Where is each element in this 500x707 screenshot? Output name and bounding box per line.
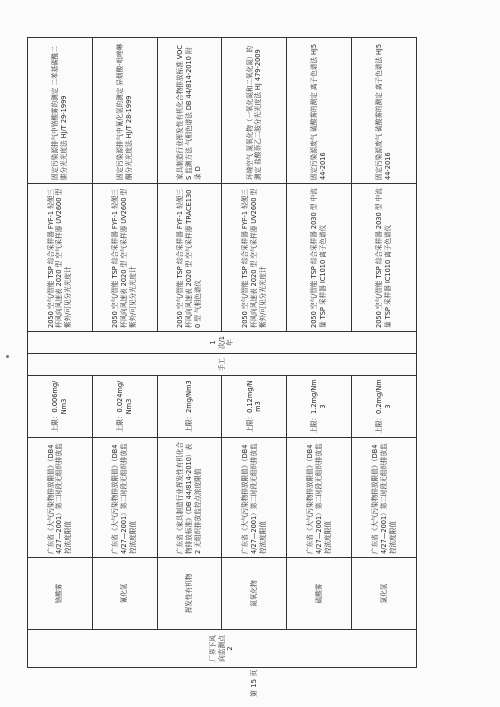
analysis-cell: 固定污染源废气 硫酸雾的测定 离子色谱法 HJ544-2016 — [287, 38, 352, 184]
limit-cell: 上限：0.006mg/Nm3 — [28, 376, 93, 438]
method-cell: 2050 空气/智能 TSP 综合采样器 FYF-1 轻便三杯风向风速表 2020 型 空气采样器 UV2600 型 紫外/可见分光光度计 — [92, 184, 157, 332]
pollutant-cell: 挥发性有机物 — [157, 558, 222, 630]
standard-cell: 广东省《大气污染物排放限值》（DB44/27—2001）第二时段无组织排放监控浓度限值 — [92, 438, 157, 558]
limit-cell: 上限：2mg/Nm3 — [157, 376, 222, 438]
standard-cell: 广东省《大气污染物排放限值》（DB44/27—2001）第二时段无组织排放监控浓度限值 — [222, 438, 287, 558]
method-cell: 2050 空气/智能 TSP 综合采样器 2030 型 中流量 TSP 采样器 IC1010 离子色谱仪 — [287, 184, 352, 332]
limit-cell: 上限：0.024mg/Nm3 — [92, 376, 157, 438]
pollutant-cell: 铬酸雾 — [28, 558, 93, 630]
pollutant-cell: 氮氧化物 — [222, 558, 287, 630]
page-number: 第 15 页 — [250, 669, 258, 697]
monitoring-table — [27, 37, 417, 668]
standard-cell: 广东省《家具制造行业挥发性有机化合物排放标准》（DB 44/814-2010）表 2 无组织排放监控点浓度限值 — [157, 438, 222, 558]
analysis-cell: 固定污染源废气 硫酸雾的测定 离子色谱法 HJ544-2016 — [352, 38, 417, 184]
method-cell: 2050 空气/智能 TSP 综合采样器 2030 型 中流量 TSP 采样器 IC1010 离子色谱仪 — [352, 184, 417, 332]
standard-cell: 广东省《大气污染物排放限值》（DB44/27—2001）第二时段无组织排放监控浓度限值 — [352, 438, 417, 558]
method-cell: 2050 空气/智能 TSP 综合采样器 FYF-1 轻便三杯风向风速表 2020 型 空气采样器 UV2600 型 紫外/可见分光光度计 — [222, 184, 287, 332]
limit-cell: 上限：0.2mg/Nm3 — [352, 376, 417, 438]
frequency-cell: 1 次/1 年 — [28, 332, 417, 354]
table-row — [28, 38, 93, 668]
pollutant-cell: 氯化氢 — [352, 558, 417, 630]
scan-dot — [6, 355, 9, 358]
pollutant-cell: 氰化氢 — [92, 558, 157, 630]
limit-cell: 上限：0.12mg/Nm3 — [222, 376, 287, 438]
standard-cell: 广东省《大气污染物排放限值》（DB44/27—2001）第二时段无组织排放监控浓度限值 — [287, 438, 352, 558]
pollutant-cell: 硫酸雾 — [287, 558, 352, 630]
monitoring-table-rotated — [27, 38, 417, 668]
limit-cell: 上限：1.2mg/Nm3 — [287, 376, 352, 438]
analysis-cell: 家具制造行业挥发性有机化合物排放标准 VOCS 监测方法 气相色谱法 DB 44/814-2010 附录 D — [157, 38, 222, 184]
analysis-cell: 环境空气 氮氧化物（一氧化氮和二氧化氮）的测定 盐酸萘乙二胺分光光度法 HJ 479-2009 — [222, 38, 287, 184]
standard-cell: 广东省《大气污染物排放限值》（DB44/27—2001）第二时段无组织排放监控浓度限值 — [28, 438, 93, 558]
group-label-cell: 厂界下风向监测点 2 — [28, 630, 417, 668]
method-cell: 2050 空气/智能 TSP 综合采样器 FYF-1 轻便三杯风向风速表 2020 型 空气采样器 TRACE1300 型 气相色谱仪 — [157, 184, 222, 332]
manual-cell: 手工 — [28, 354, 417, 376]
analysis-cell: 固定污染源排气中氰化氢的测定 异烟酸-吡唑啉酮分光光度法 HJ/T 28-1999 — [92, 38, 157, 184]
analysis-cell: 固定污染源排气中铬酸雾的测定 二苯基碳酰二肼分光光度法 HJ/T 29-1999 — [28, 38, 93, 184]
method-cell: 2050 空气/智能 TSP 综合采样器 FYF-1 轻便三杯风向风速表 2020 型 空气采样器 UV2600 型 紫外/可见分光光度计 — [28, 184, 93, 332]
